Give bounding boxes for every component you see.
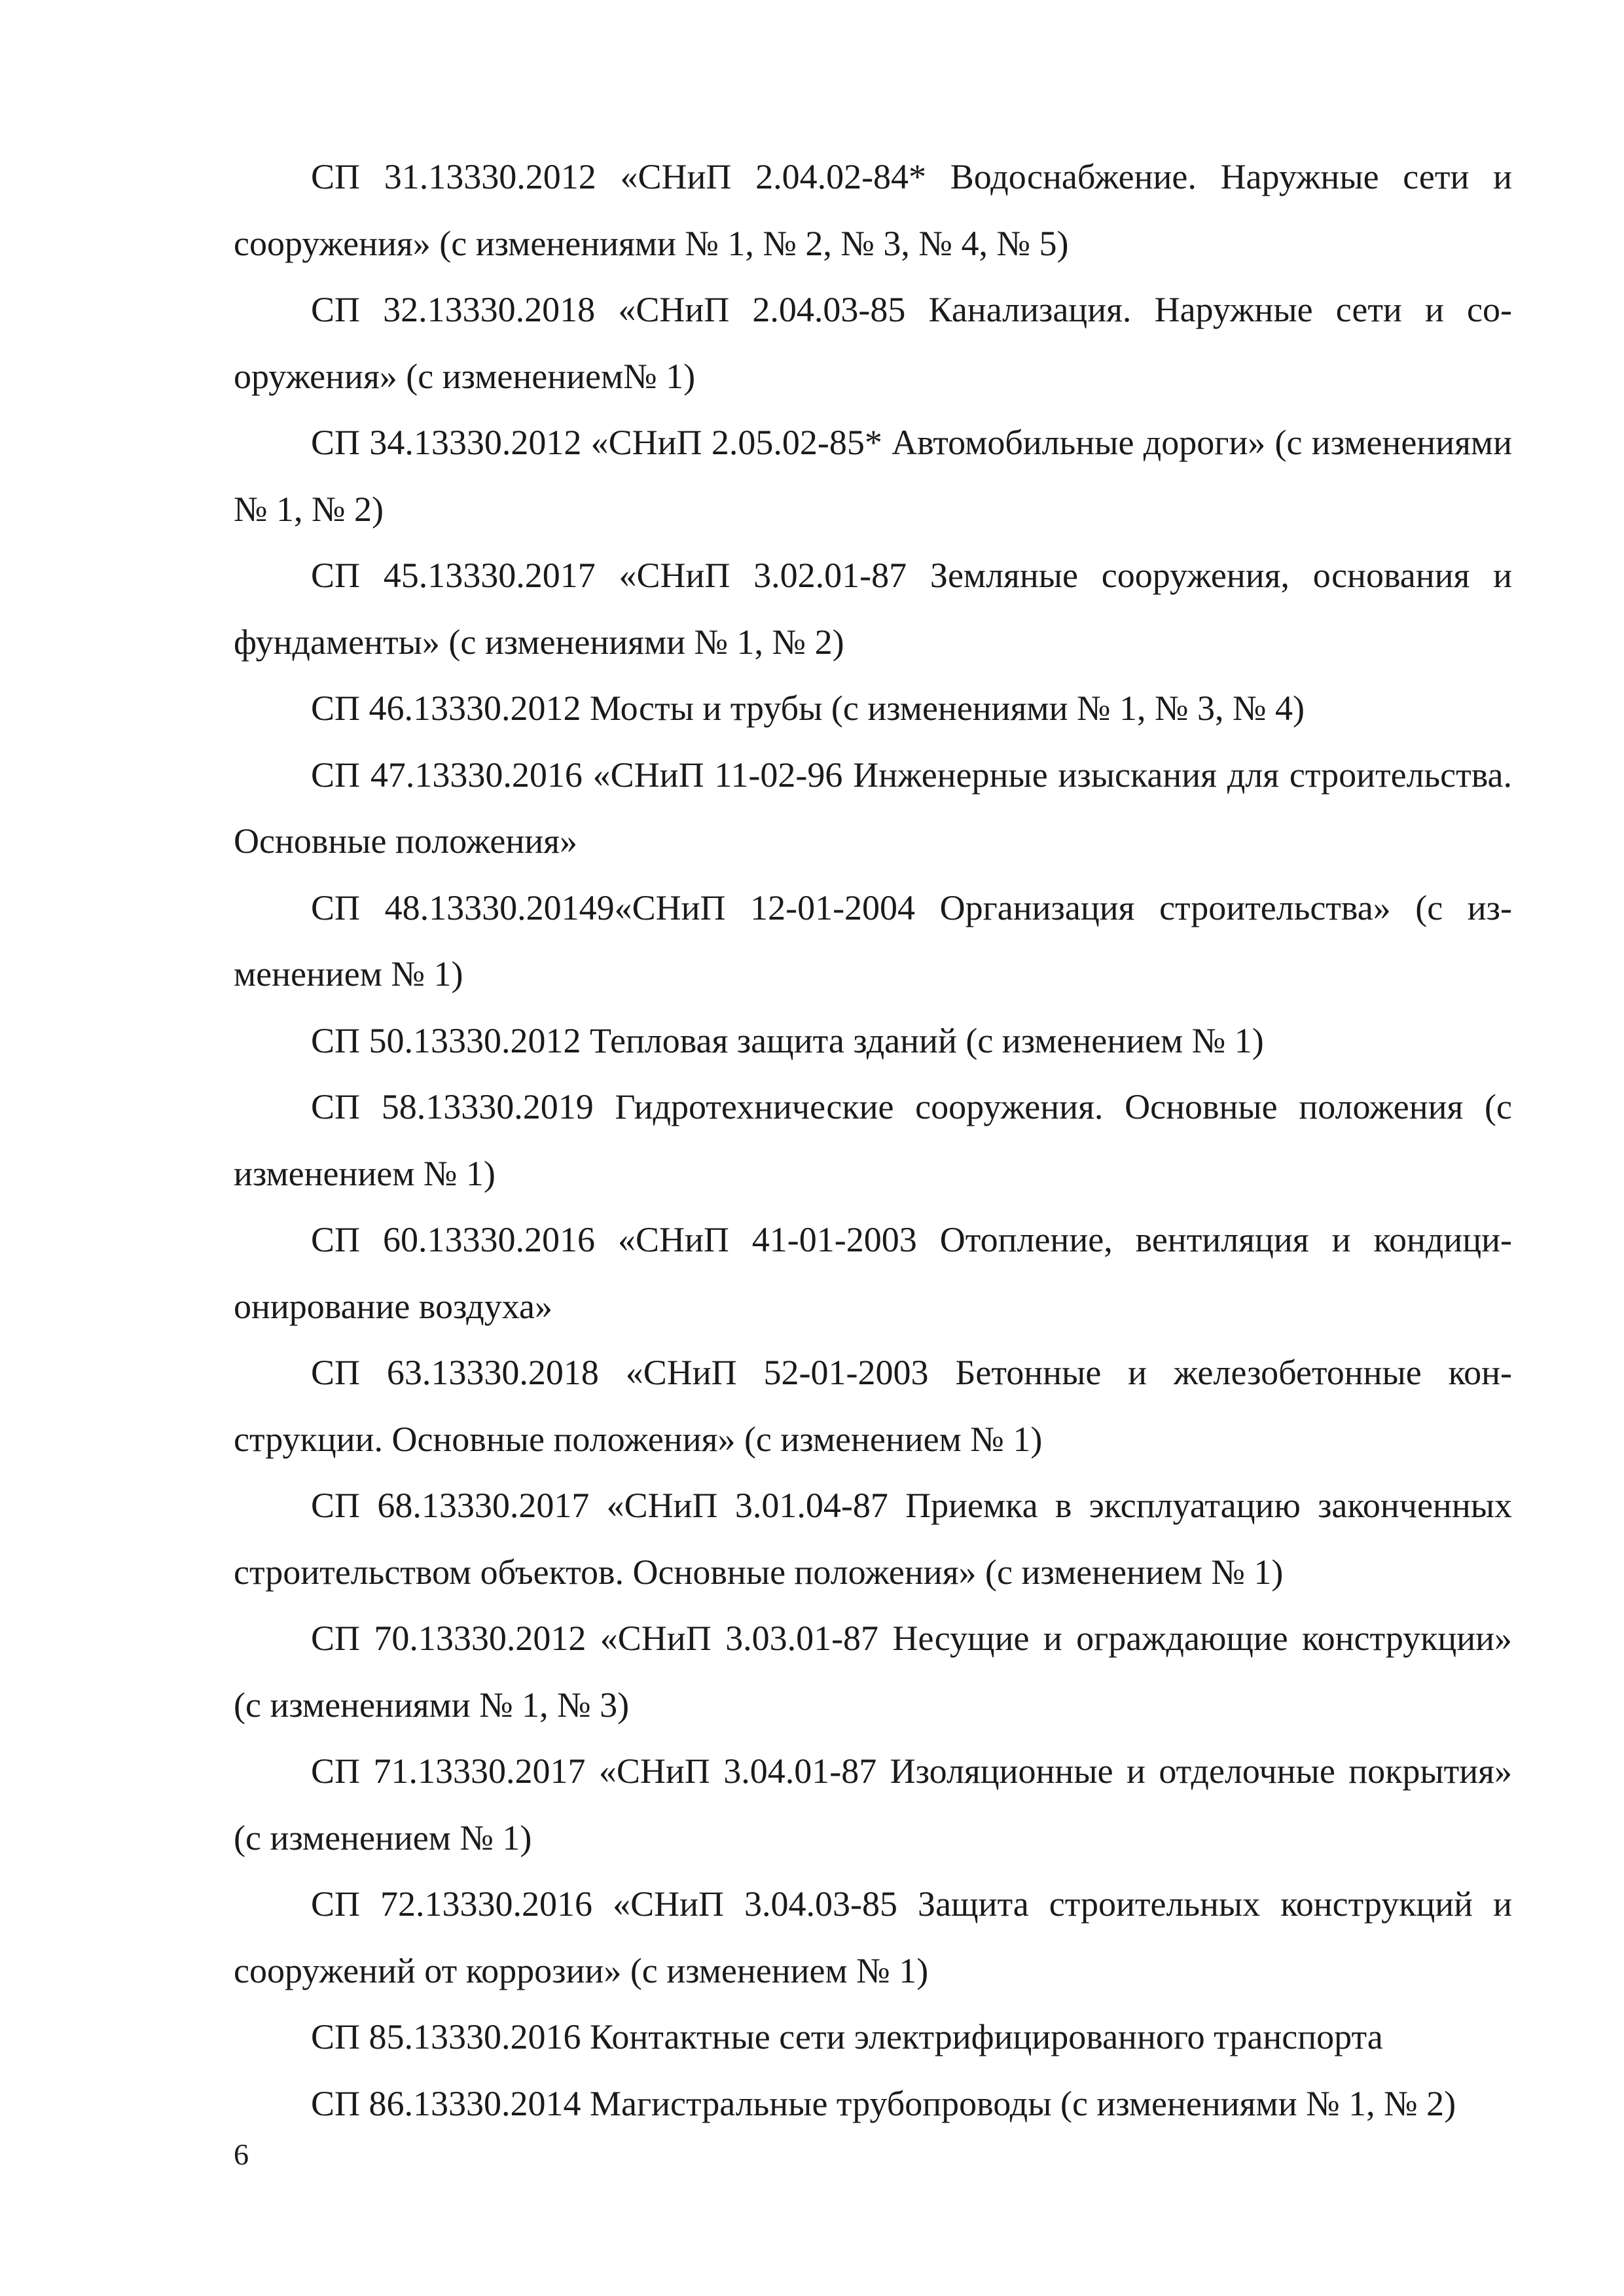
reference-entry-sp-48: СП 48.13330.20149«СНиП 12-01-2004 Организация строительства» (с изменением № 1) bbox=[234, 888, 1512, 994]
reference-entry-sp-72: СП 72.13330.2016 «СНиП 3.04.03-85 Защита строительных конструкций и сооружений от коррозии» (с изменением № 1) bbox=[234, 1884, 1512, 1990]
reference-entry-sp-32: СП 32.13330.2018 «СНиП 2.04.03-85 Канализация. Наружные сети и сооружения» (с изменением№ 1) bbox=[234, 290, 1512, 396]
reference-entry-sp-68: СП 68.13330.2017 «СНиП 3.01.04-87 Приемка в эксплуатацию законченных строительством объектов. Основные положения» (с изменением № 1) bbox=[234, 1486, 1512, 1592]
reference-entry-sp-34: СП 34.13330.2012 «СНиП 2.05.02-85* Автомобильные дороги» (с изменениями № 1, № 2) bbox=[234, 423, 1512, 529]
normative-references-list bbox=[234, 144, 1512, 2137]
reference-entry-sp-47: СП 47.13330.2016 «СНиП 11-02-96 Инженерные изыскания для строительства. Основные положения» bbox=[234, 755, 1512, 861]
reference-entry-sp-85: СП 85.13330.2016 Контактные сети электрифицированного транспорта bbox=[311, 2017, 1383, 2056]
reference-entry-sp-58: СП 58.13330.2019 Гидротехнические сооружения. Основные положения (с изменением № 1) bbox=[234, 1087, 1512, 1193]
reference-entry-sp-46: СП 46.13330.2012 Мосты и трубы (с изменениями № 1, № 3, № 4) bbox=[311, 689, 1305, 728]
reference-entry-sp-86: СП 86.13330.2014 Магистральные трубопроводы (с изменениями № 1, № 2) bbox=[311, 2083, 1456, 2123]
reference-entry-sp-63: СП 63.13330.2018 «СНиП 52-01-2003 Бетонные и железобетонные конструкции. Основные положения» (с изменением № 1) bbox=[234, 1353, 1512, 1459]
reference-entry-sp-50: СП 50.13330.2012 Тепловая защита зданий (с изменением № 1) bbox=[311, 1020, 1264, 1060]
reference-entry-sp-60: СП 60.13330.2016 «СНиП 41-01-2003 Отопление, вентиляция и кондиционирование воздуха» bbox=[234, 1220, 1512, 1326]
reference-entry-sp-71: СП 71.13330.2017 «СНиП 3.04.01-87 Изоляционные и отделочные покрытия» (с изменением № 1) bbox=[234, 1751, 1512, 1857]
reference-entry-sp-45: СП 45.13330.2017 «СНиП 3.02.01-87 Земляные сооружения, основания и фундаменты» (с изменениями № 1, № 2) bbox=[234, 556, 1512, 662]
reference-entry-sp-31: СП 31.13330.2012 «СНиП 2.04.02-84* Водоснабжение. Наружные сети и сооружения» (с изменениями № 1, № 2, № 3, № 4, № 5) bbox=[234, 157, 1512, 263]
page-number: 6 bbox=[234, 2138, 249, 2171]
reference-entry-sp-70: СП 70.13330.2012 «СНиП 3.03.01-87 Несущие и ограждающие конструкции» (с изменениями № 1, № 3) bbox=[234, 1619, 1512, 1725]
